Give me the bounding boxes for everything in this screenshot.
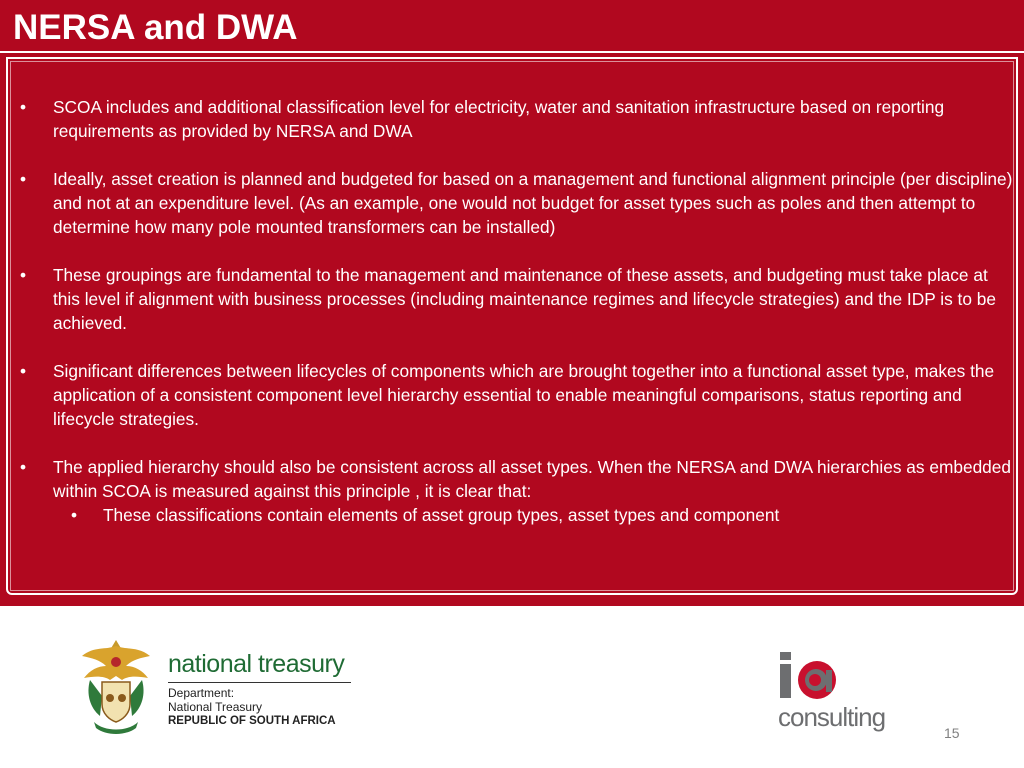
treasury-department-name: National Treasury — [168, 700, 263, 714]
bullet-list — [20, 95, 1015, 551]
slide-title: NERSA and DWA — [13, 8, 298, 47]
bullet-marker: • — [20, 97, 27, 117]
bullet-item — [20, 263, 1015, 335]
bullet-item — [20, 95, 1015, 143]
coat-of-arms-icon — [76, 636, 156, 736]
bullet-text: These groupings are fundamental to the management and maintenance of these assets, and budgeting must take place at this level if alignment with business processes (including maintenance regimes and lifecycle strategies) and the IDP is to be achieved. — [53, 265, 996, 333]
ia-consulting-wordmark: consulting — [778, 702, 886, 732]
bullet-item — [20, 167, 1015, 239]
treasury-logo — [168, 650, 368, 728]
sub-bullet-text: These classifications contain elements of asset group types, asset types and component — [103, 505, 780, 525]
bullet-item — [20, 359, 1015, 431]
page-number: 15 — [944, 725, 960, 741]
bullet-text: Ideally, asset creation is planned and budgeted for based on a management and functional alignment principle (per discipline) and not at an expenditure level. (As an example, one would not budget for asset types such as poles and then attempt to determine how many pole mounted transformers can be installed) — [53, 169, 1013, 237]
bullet-marker: • — [20, 361, 27, 381]
bullet-text: SCOA includes and additional classification level for electricity, water and sanitation infrastructure based on reporting requirements as provided by NERSA and DWA — [53, 97, 945, 141]
bullet-item — [20, 455, 1015, 527]
title-divider — [0, 51, 1024, 53]
bullet-text: The applied hierarchy should also be consistent across all asset types. When the NERSA and DWA hierarchies as embedded within SCOA is measured against this principle , it is clear that: — [53, 457, 1012, 501]
bullet-marker: • — [20, 457, 27, 477]
treasury-divider — [168, 682, 351, 683]
bullet-text: Significant differences between lifecycles of components which are brought together into a functional asset type, makes the application of a consistent component level hierarchy essential to enable meaningful comparisons, status reporting and lifecycle strategies. — [53, 361, 995, 429]
treasury-department-label: Department: — [168, 686, 235, 700]
bullet-marker: • — [20, 265, 27, 285]
sub-bullet-item — [53, 503, 1015, 527]
bullet-marker: • — [20, 169, 27, 189]
sub-bullet-list — [53, 503, 1015, 527]
treasury-name: national treasury — [168, 650, 345, 678]
sub-bullet-marker: • — [71, 505, 78, 525]
treasury-country: REPUBLIC OF SOUTH AFRICA — [168, 715, 336, 727]
